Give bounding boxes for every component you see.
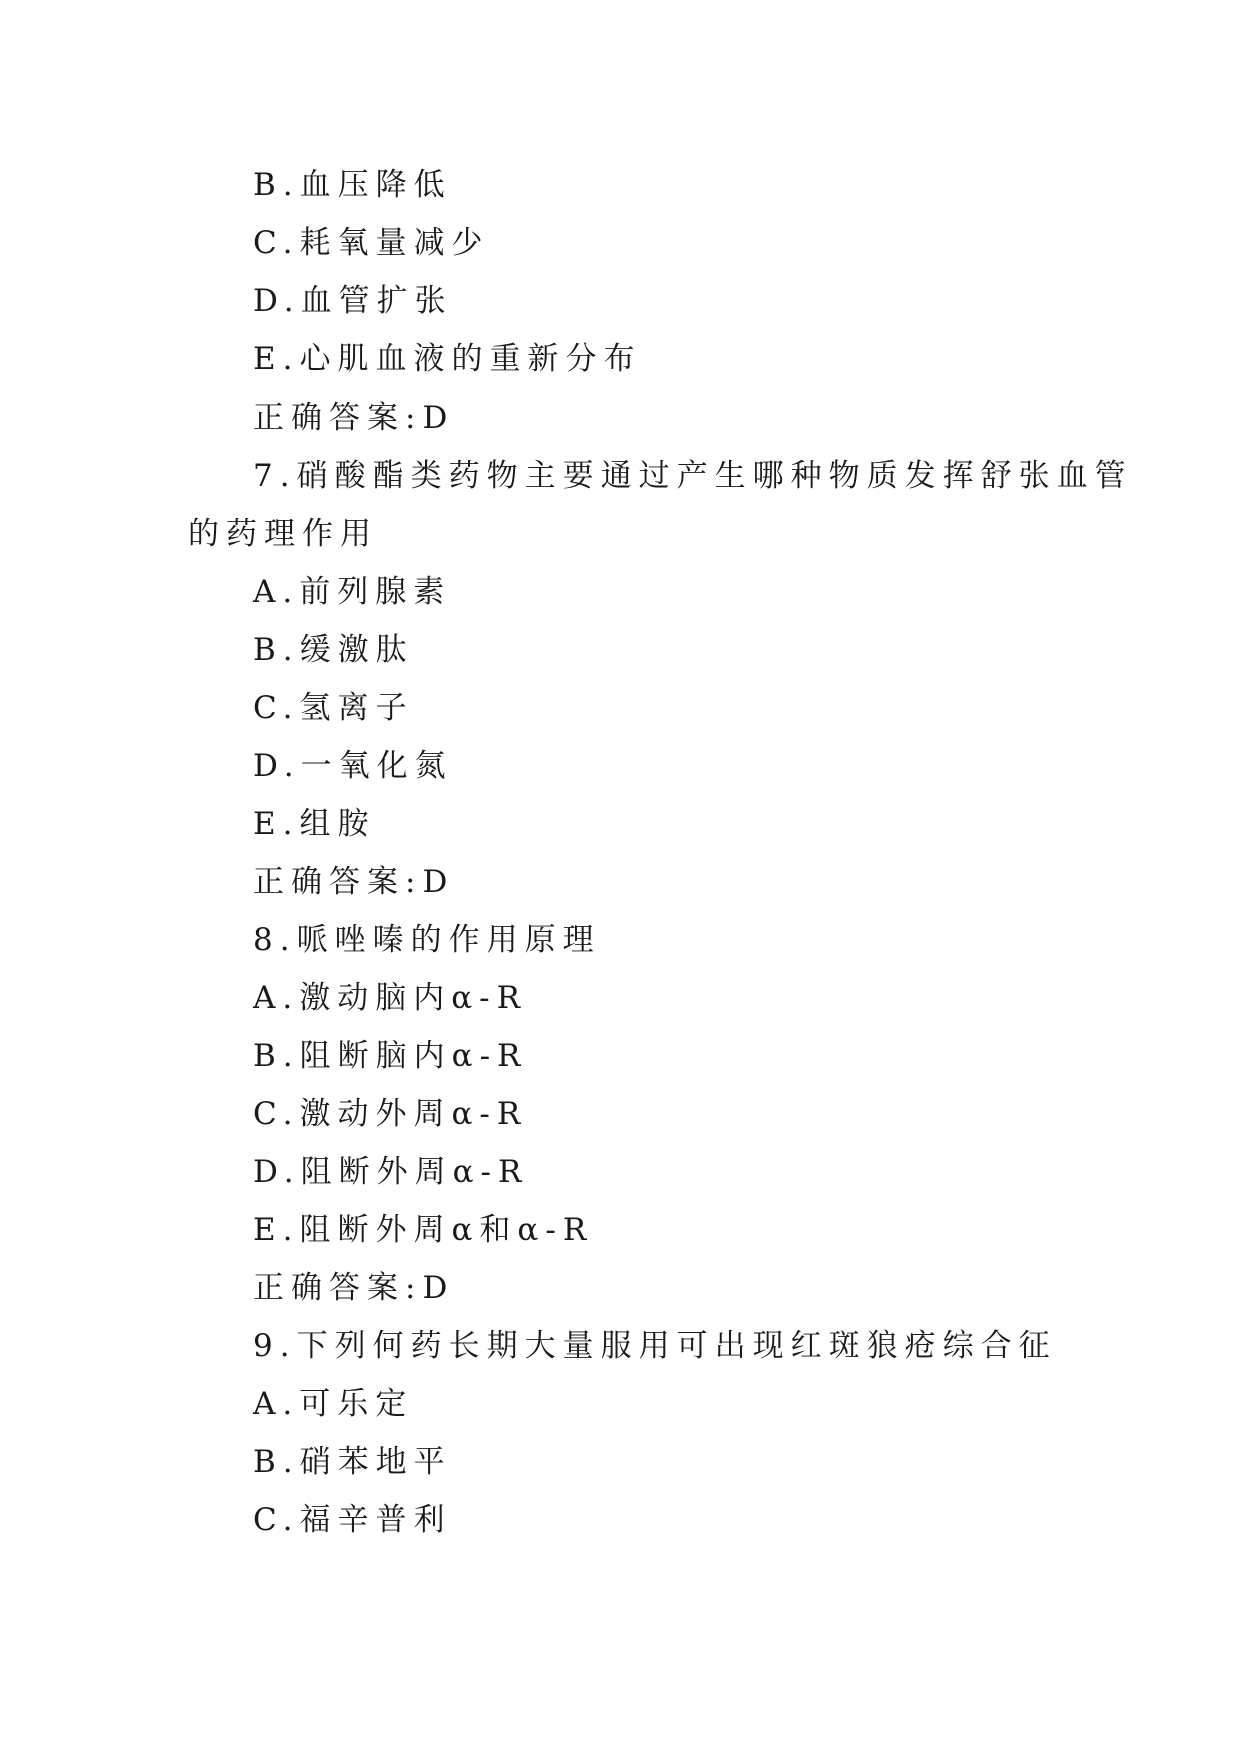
option-a-q7: A.前列腺素 bbox=[253, 574, 452, 610]
option-c-q7: C.氢离子 bbox=[253, 690, 414, 726]
option-a-q9: A.可乐定 bbox=[253, 1386, 414, 1422]
option-d-q6: D.血管扩张 bbox=[253, 283, 453, 319]
option-d-q8: D.阻断外周α-R bbox=[253, 1154, 529, 1190]
question-7: 7.硝酸酯类药物主要通过产生哪种物质发挥舒张血管 bbox=[253, 458, 1133, 494]
answer-q7: 正确答案:D bbox=[253, 864, 455, 900]
question-7-continuation: 的药理作用 bbox=[188, 516, 378, 552]
option-c-q6: C.耗氧量减少 bbox=[253, 225, 490, 261]
option-a-q8: A.激动脑内α-R bbox=[253, 980, 527, 1016]
answer-q6: 正确答案:D bbox=[253, 400, 455, 436]
question-8: 8.哌唑嗪的作用原理 bbox=[253, 922, 601, 958]
question-9: 9.下列何药长期大量服用可出现红斑狼疮综合征 bbox=[253, 1328, 1057, 1364]
option-b-q7: B.缓激肽 bbox=[253, 632, 414, 668]
option-b-q6: B.血压降低 bbox=[253, 167, 452, 203]
option-c-q9: C.福辛普利 bbox=[253, 1502, 452, 1538]
option-e-q7: E.组胺 bbox=[253, 806, 376, 842]
option-e-q6: E.心肌血液的重新分布 bbox=[253, 341, 642, 377]
option-d-q7: D.一氧化氮 bbox=[253, 748, 453, 784]
option-b-q8: B.阻断脑内α-R bbox=[253, 1038, 528, 1074]
option-e-q8: E.阻断外周α和α-R bbox=[253, 1212, 594, 1248]
option-c-q8: C.激动外周α-R bbox=[253, 1096, 528, 1132]
answer-q8: 正确答案:D bbox=[253, 1270, 455, 1306]
option-b-q9: B.硝苯地平 bbox=[253, 1444, 452, 1480]
